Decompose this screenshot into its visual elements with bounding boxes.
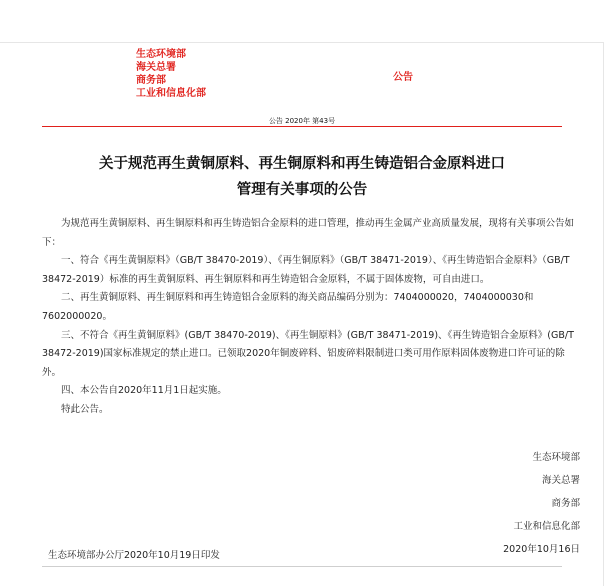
issuer-2: 海关总署 <box>136 62 176 73</box>
print-note: 生态环境部办公厅2020年10月19日印发 <box>48 550 220 561</box>
item-4-paragraph: 四、本公告自2020年11月1日起实施。 <box>61 385 227 397</box>
closing-paragraph: 特此公告。 <box>61 403 109 415</box>
item-2-paragraph: 二、再生黄铜原料、再生铜原料和再生铸造铝合金原料的海关商品编码分别为：7404000020，7404000030和7602000020。 <box>42 292 534 322</box>
intro-paragraph: 为规范再生黄铜原料、再生铜原料和再生铸造铝合金原料的进口管理，推动再生金属产业高质量发展，现将有关事项公告如下： <box>42 218 575 248</box>
notice-number: 公告 2020年 第43号 <box>268 117 336 125</box>
issuer-1: 生态环境部 <box>136 49 186 60</box>
signature-issuer-2: 海关总署 <box>541 475 580 486</box>
title-line-1: 关于规范再生黄铜原料、再生铜原料和再生铸造铝合金原料进口 <box>99 156 505 172</box>
issuing-authorities <box>136 48 206 100</box>
signature-date: 2020年10月16日 <box>503 544 580 555</box>
signature-issuer-3: 商务部 <box>551 498 580 509</box>
title-line-2: 管理有关事项的公告 <box>236 182 368 198</box>
page-border-top <box>0 42 604 43</box>
issuer-4: 工业和信息化部 <box>136 88 206 99</box>
document-body <box>42 215 582 420</box>
signature-issuer-1: 生态环境部 <box>532 452 580 463</box>
notice-type-label: 公告 <box>393 72 413 83</box>
signature-block <box>503 446 580 561</box>
bottom-divider <box>42 566 562 567</box>
issuer-3: 商务部 <box>136 75 166 86</box>
document-title <box>20 151 584 203</box>
red-divider <box>42 126 562 127</box>
item-1-paragraph: 一、符合《再生黄铜原料》（GB/T 38470-2019）、《再生铜原料》（GB/T 38471-2019）、《再生铸造铝合金原料》（GB/T 38472-2019）标准的再生黄铜原料、再生铜原料和再生铸造铝合金原料，不属于固体废物，可自由进口。 <box>42 255 570 285</box>
item-3-paragraph: 三、不符合《再生黄铜原料》(GB/T 38470-2019)、《再生铜原料》(GB/T 38471-2019)、《再生铸造铝合金原料》(GB/T 38472-2019)国家标准规定的禁止进口。已领取2020年铜废碎料、铝废碎料限制进口类可用作原料固体废物进口许可证的除外。 <box>42 329 574 378</box>
signature-issuer-4: 工业和信息化部 <box>513 521 580 532</box>
